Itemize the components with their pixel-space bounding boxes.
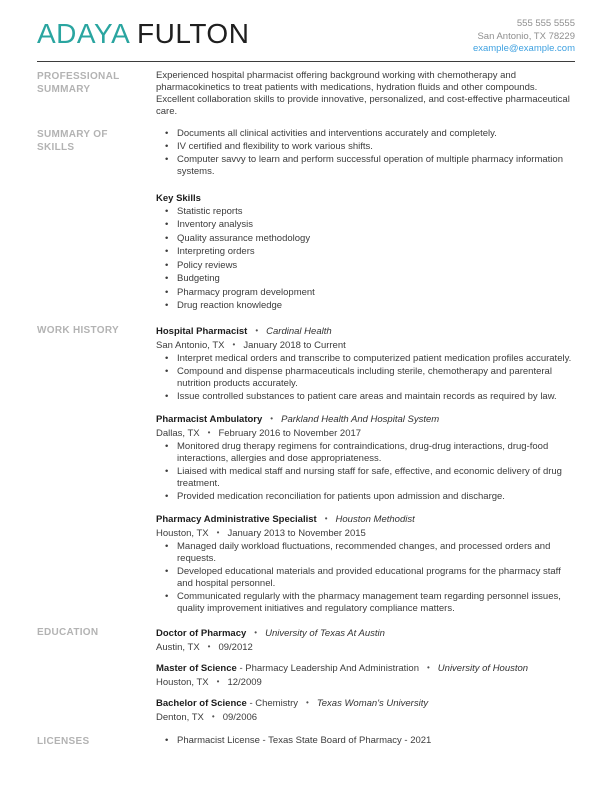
degree-name: Bachelor of Science	[156, 697, 247, 709]
job-location-line	[156, 526, 575, 540]
job-location: Dallas, TX	[156, 427, 200, 439]
job-location-line	[156, 426, 575, 440]
key-skill-item: • Pharmacy program development	[177, 287, 575, 300]
dot-separator: •	[270, 413, 274, 423]
section-education	[37, 626, 575, 725]
job-duties-list	[156, 441, 575, 503]
job-dates: January 2018 to Current	[243, 339, 346, 351]
dot-separator: •	[254, 627, 258, 637]
job-company: Cardinal Health	[266, 325, 332, 337]
section-label-licenses: LICENSES	[37, 735, 90, 747]
job-duty: • Monitored drug therapy regimens for contraindications, drug-drug interactions, drug-food interactions, allergies and dose appropriateness.	[177, 441, 575, 465]
dot-separator: •	[232, 339, 236, 349]
degree-school: University of Texas At Austin	[265, 627, 385, 639]
job-title: Pharmacy Administrative Specialist	[156, 513, 317, 525]
job-duty: • Interpret medical orders and transcribe to computerized patient medication profiles accurately.	[177, 353, 575, 365]
job-company: Houston Methodist	[335, 513, 415, 525]
dot-separator: •	[216, 676, 220, 686]
degree-title-line	[156, 626, 575, 640]
degree-location: Denton, TX	[156, 711, 204, 723]
candidate-name	[37, 18, 249, 50]
key-skill-item: • Policy reviews	[177, 260, 575, 273]
job-title-line	[156, 412, 575, 426]
license-item: • Pharmacist License - Texas State Board of Pharmacy - 2021	[177, 735, 575, 747]
dot-separator: •	[216, 527, 220, 537]
skill-item: • Computer savvy to learn and perform successful operation of multiple pharmacy information systems.	[177, 154, 575, 178]
degree-field: - Chemistry	[249, 697, 299, 709]
job-company: Parkland Health And Hospital System	[281, 413, 440, 425]
skills-content	[156, 128, 575, 314]
skill-item: • Documents all clinical activities and interventions accurately and completely.	[177, 128, 575, 140]
section-label-education: EDUCATION	[37, 626, 99, 638]
degree-title-line	[156, 661, 575, 675]
job-dates: February 2016 to November 2017	[218, 427, 362, 439]
dot-separator: •	[324, 513, 328, 523]
work-history-content	[156, 324, 575, 616]
degree-location-line	[156, 640, 575, 654]
job-entry	[156, 412, 575, 503]
job-duty: • Communicated regularly with the pharmacy management team regarding personnel issues, quality improvement initiatives and regulatory compliance matters.	[177, 591, 575, 615]
section-licenses	[37, 735, 575, 748]
section-work-history	[37, 324, 575, 616]
section-label-work-history: WORK HISTORY	[37, 324, 119, 336]
key-skill-item: • Statistic reports	[177, 206, 575, 219]
degree-date: 09/2006	[222, 711, 258, 723]
key-skill-item: • Interpreting orders	[177, 246, 575, 259]
key-skills-block	[156, 192, 575, 313]
degree-entry	[156, 696, 575, 724]
dot-separator: •	[207, 427, 211, 437]
degree-name: Master of Science	[156, 662, 237, 674]
section-summary-of-skills	[37, 128, 575, 314]
section-label-professional-summary: PROFESSIONAL SUMMARY	[37, 70, 120, 95]
degree-school: University of Houston	[437, 662, 529, 674]
degree-entry	[156, 626, 575, 654]
degree-title-line	[156, 696, 575, 710]
dot-separator: •	[426, 662, 430, 672]
job-title: Hospital Pharmacist	[156, 325, 248, 337]
job-duties-list	[156, 541, 575, 615]
job-duty: • Liaised with medical staff and nursing staff for safe, effective, and economic delivery of drug treatment.	[177, 466, 575, 490]
key-skills-list	[156, 206, 575, 313]
job-location-line	[156, 338, 575, 352]
key-skill-item: • Inventory analysis	[177, 219, 575, 232]
section-professional-summary	[37, 70, 575, 118]
job-title-line	[156, 324, 575, 338]
dot-separator: •	[255, 325, 259, 335]
contact-info	[473, 18, 575, 56]
licenses-content	[156, 735, 575, 748]
job-duty: • Managed daily workload fluctuations, recommended changes, and processed orders and requests.	[177, 541, 575, 565]
key-skills-heading: Key Skills	[156, 192, 201, 204]
dot-separator: •	[207, 641, 211, 651]
job-entry	[156, 324, 575, 403]
degree-location: Houston, TX	[156, 676, 209, 688]
section-label-summary-of-skills: SUMMARY OF SKILLS	[37, 128, 108, 153]
dot-separator: •	[211, 711, 215, 721]
education-content	[156, 626, 575, 725]
degree-name: Doctor of Pharmacy	[156, 627, 247, 639]
dot-separator: •	[306, 697, 309, 707]
job-duty: • Compound and dispense pharmaceuticals including sterile, chemotherapy and parenteral nutrition products accurately.	[177, 366, 575, 390]
job-title: Pharmacist Ambulatory	[156, 413, 263, 425]
resume-header	[37, 16, 575, 56]
contact-email-link[interactable]: example@example.com	[472, 43, 575, 54]
degree-location: Austin, TX	[156, 641, 200, 653]
candidate-last-name: FULTON	[137, 18, 250, 49]
job-location: Houston, TX	[156, 527, 209, 539]
job-duty: • Developed educational materials and provided educational programs for the pharmacy staff and hospital personnel.	[177, 566, 575, 590]
job-duty: • Issue controlled substances to patient care areas and maintain records as required by law.	[177, 391, 575, 403]
key-skill-item: • Budgeting	[177, 273, 575, 286]
job-duties-list	[156, 353, 575, 403]
degree-date: 12/2009	[227, 676, 262, 688]
licenses-list	[156, 735, 575, 747]
key-skill-item: • Quality assurance methodology	[177, 233, 575, 246]
degree-date: 09/2012	[218, 641, 253, 653]
professional-summary-content	[156, 70, 575, 118]
candidate-first-name: ADAYA	[37, 18, 129, 49]
skills-list	[156, 128, 575, 178]
professional-summary-text: Experienced hospital pharmacist offering background working with chemotherapy and pharmacokinetics to treat patients with medications, hydration fluids and other compounds. Excellent collaboration skills to provide innovative, personalized, and cost-effective pharmaceutical care.	[156, 69, 570, 117]
degree-location-line	[156, 710, 575, 724]
header-divider	[37, 61, 575, 62]
contact-address: San Antonio, TX 78229	[477, 30, 575, 42]
key-skill-item: • Drug reaction knowledge	[177, 300, 575, 313]
degree-entry	[156, 661, 575, 689]
job-title-line	[156, 512, 575, 526]
degree-school: Texas Woman's University	[316, 697, 429, 709]
job-dates: January 2013 to November 2015	[227, 527, 366, 539]
job-duty: • Provided medication reconciliation for patients upon admission and discharge.	[177, 491, 575, 503]
contact-phone: 555 555 5555	[516, 18, 575, 29]
degree-field: - Pharmacy Leadership And Administration	[239, 662, 419, 674]
job-location: San Antonio, TX	[156, 339, 225, 351]
job-entry	[156, 512, 575, 615]
degree-location-line	[156, 675, 575, 689]
skill-item: • IV certified and flexibility to work various shifts.	[177, 141, 575, 153]
